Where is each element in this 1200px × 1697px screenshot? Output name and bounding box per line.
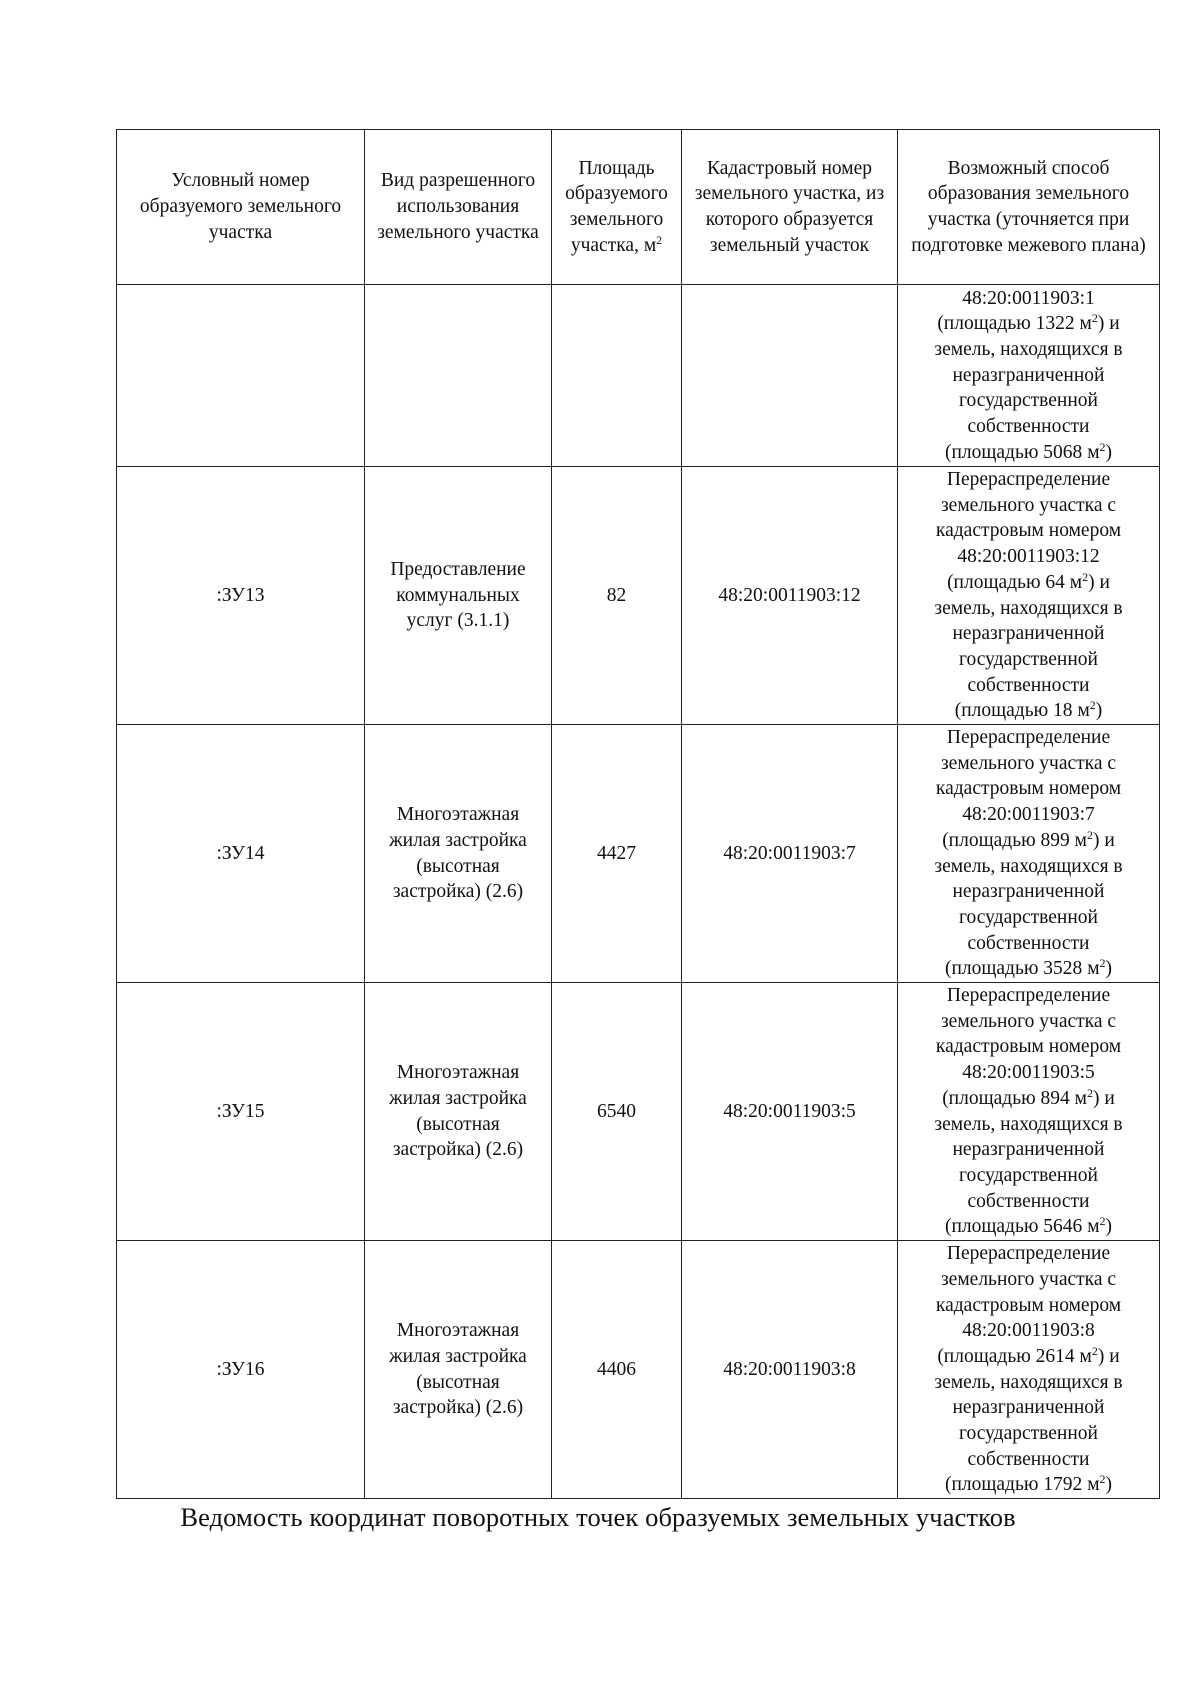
cell-permitted-use: Многоэтажная жилая застройка (высотная застройка) (2.6) (365, 1241, 552, 1499)
cell-formation-method: Перераспределение земельного участка с кадастровым номером 48:20:0011903:8 (площадью 2614 $м^2$) и земель, находящихся в неразграниченной государственной собственности (площадью 1792 $м^2$) (898, 1241, 1160, 1499)
table-row (117, 1241, 1160, 1499)
header-source-cadastral-number: Кадастровый номер земельного участка, из которого образуется земельный участок (682, 130, 898, 285)
cell-permitted-use: Предоставление коммунальных услуг (3.1.1) (365, 467, 552, 725)
cell-permitted-use: Многоэтажная жилая застройка (высотная застройка) (2.6) (365, 983, 552, 1241)
cell-formation-method: Перераспределение земельного участка с кадастровым номером 48:20:0011903:12 (площадью 64 $м^2$) и земель, находящихся в неразграниченной государственной собственности (площадью 18 $м^2$) (898, 467, 1160, 725)
table-header-row (117, 130, 1160, 285)
cell-parcel-number: :ЗУ15 (117, 983, 365, 1241)
cell-area: 4427 (552, 725, 682, 983)
cell-area (552, 285, 682, 467)
section-caption: Ведомость координат поворотных точек образуемых земельных участков (180, 1502, 1016, 1532)
cell-source-cadastral-number: 48:20:0011903:5 (682, 983, 898, 1241)
cell-parcel-number (117, 285, 365, 467)
cell-parcel-number: :ЗУ13 (117, 467, 365, 725)
table-row (117, 285, 1160, 467)
cell-parcel-number: :ЗУ14 (117, 725, 365, 983)
cell-formation-method: Перераспределение земельного участка с кадастровым номером 48:20:0011903:7 (площадью 899 $м^2$) и земель, находящихся в неразграниченной государственной собственности (площадью 3528 $м^2$) (898, 725, 1160, 983)
cell-area: 82 (552, 467, 682, 725)
cell-formation-method: 48:20:0011903:1 (площадью 1322 $м^2$) и земель, находящихся в неразграниченной государственной собственности (площадью 5068 $м^2$) (898, 285, 1160, 467)
cell-source-cadastral-number: 48:20:0011903:8 (682, 1241, 898, 1499)
cell-source-cadastral-number: 48:20:0011903:7 (682, 725, 898, 983)
header-formation-method: Возможный способ образования земельного участка (уточняется при подготовке межевого плана) (898, 130, 1160, 285)
table-row (117, 467, 1160, 725)
cell-area: 6540 (552, 983, 682, 1241)
header-permitted-use: Вид разрешенного использования земельного участка (365, 130, 552, 285)
parcels-table (116, 129, 1160, 1499)
table-row (117, 725, 1160, 983)
cell-source-cadastral-number (682, 285, 898, 467)
header-parcel-number: Условный номер образуемого земельного участка (117, 130, 365, 285)
cell-parcel-number: :ЗУ16 (117, 1241, 365, 1499)
table-row (117, 983, 1160, 1241)
cell-permitted-use: Многоэтажная жилая застройка (высотная застройка) (2.6) (365, 725, 552, 983)
cell-permitted-use (365, 285, 552, 467)
cell-area: 4406 (552, 1241, 682, 1499)
cell-formation-method: Перераспределение земельного участка с кадастровым номером 48:20:0011903:5 (площадью 894 $м^2$) и земель, находящихся в неразграниченной государственной собственности (площадью 5646 $м^2$) (898, 983, 1160, 1241)
cell-source-cadastral-number: 48:20:0011903:12 (682, 467, 898, 725)
header-area: Площадь образуемого земельного участка, $м^2$ (552, 130, 682, 285)
